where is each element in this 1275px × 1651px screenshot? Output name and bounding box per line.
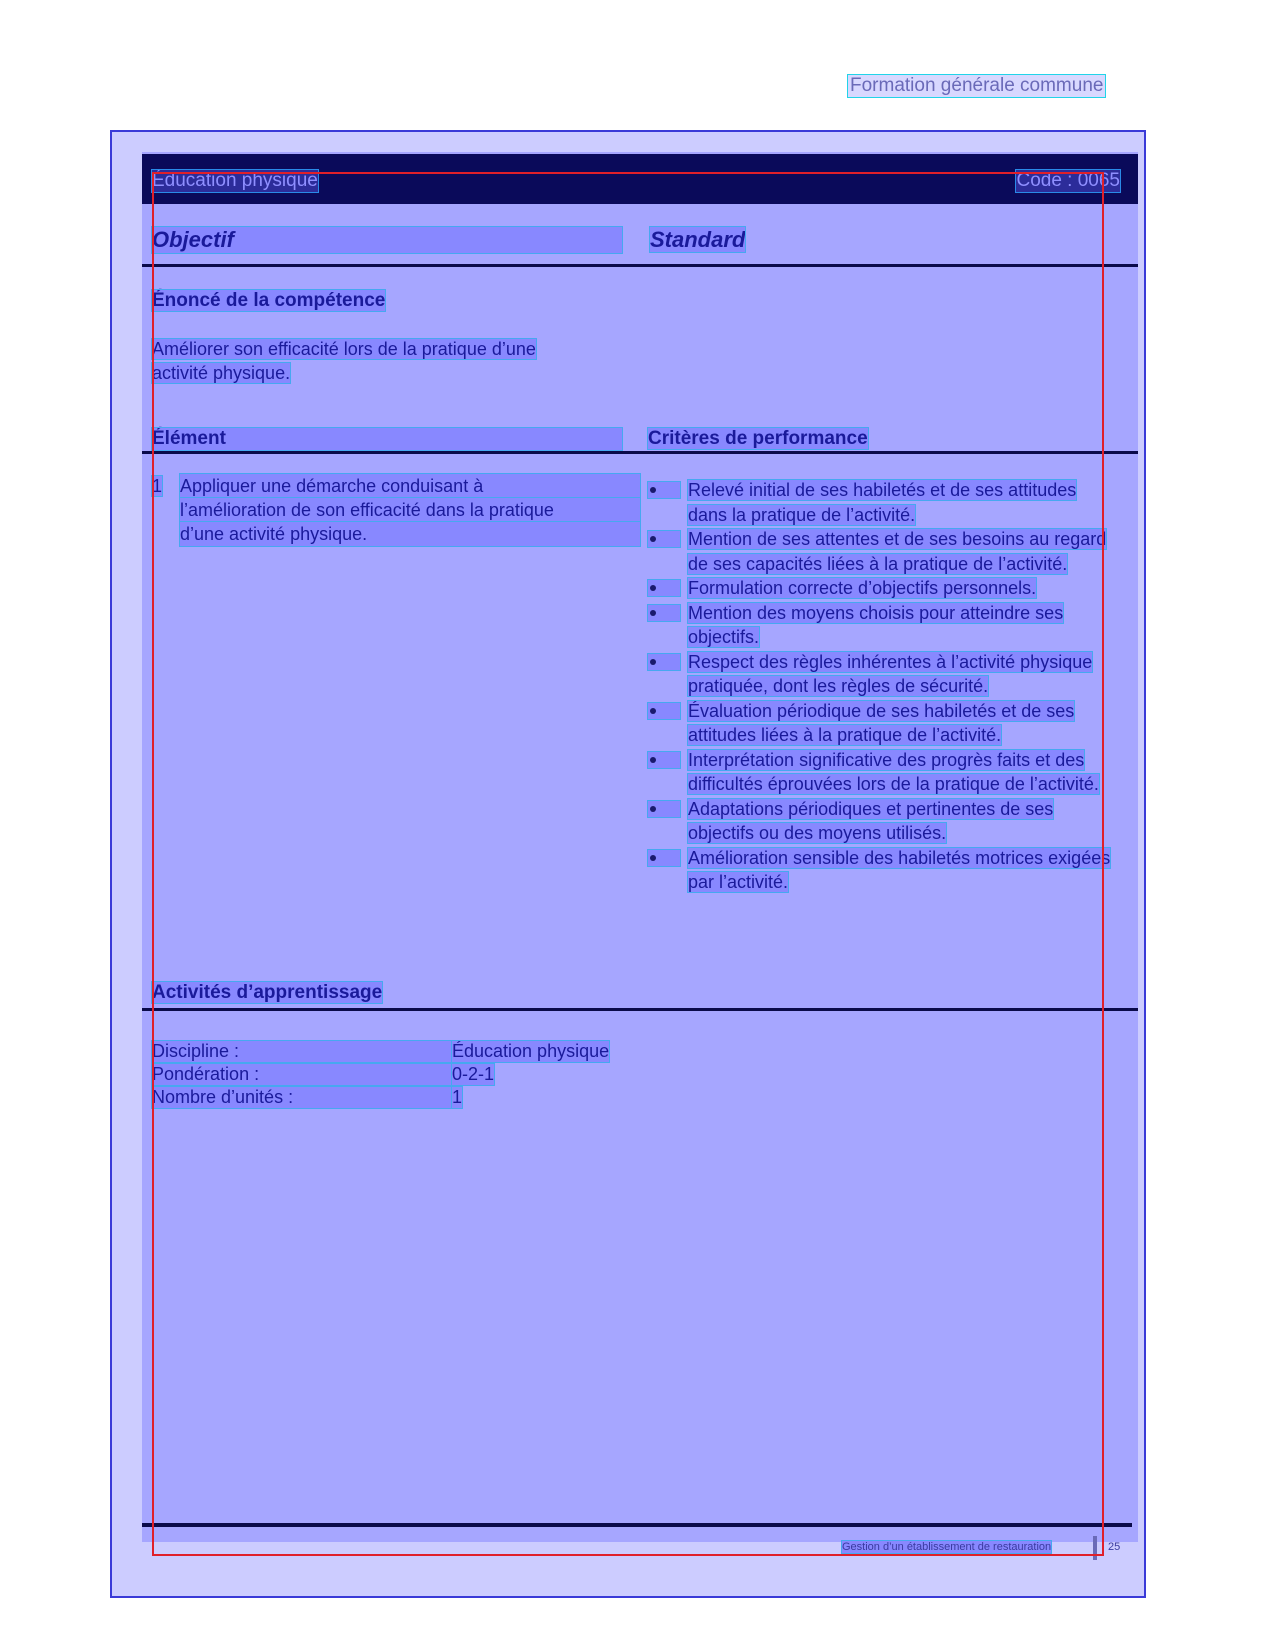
list-item: Évaluation périodique de ses habiletés et de ses attitudes liées à la pratique de l’activité. [648, 699, 1118, 748]
bullet-icon [648, 654, 680, 670]
footer-divider [142, 1523, 1132, 1527]
competence-heading: Énoncé de la compétence [152, 290, 386, 311]
units-label: Nombre d’unités : [152, 1087, 452, 1108]
course-code: Code : 0065 [1016, 170, 1120, 191]
ponderation-label: Pondération : [152, 1064, 452, 1085]
bullet-icon [648, 531, 680, 547]
list-item: Relevé initial de ses habiletés et de ses attitudes dans la pratique de l’activité. [648, 478, 1118, 527]
page-number: 25 [1108, 1541, 1121, 1553]
list-item: Amélioration sensible des habiletés motrices exigées par l’activité. [648, 846, 1118, 895]
list-item: Mention des moyens choisis pour atteindre ses objectifs. [648, 601, 1118, 650]
footer-text: Gestion d’un établissement de restauration [842, 1541, 1052, 1553]
bullet-icon [648, 605, 680, 621]
criteria-heading: Critères de performance [648, 428, 868, 449]
bullet-icon [648, 801, 680, 817]
column-heading-objective: Objectif [152, 227, 622, 253]
divider [142, 264, 1138, 267]
column-heading-standard: Standard [650, 227, 746, 252]
discipline-value: Éducation physique [452, 1041, 610, 1061]
discipline-row [152, 1041, 609, 1062]
list-item: Adaptations périodiques et pertinentes de ses objectifs ou des moyens utilisés. [648, 797, 1118, 846]
units-value: 1 [452, 1087, 463, 1107]
bullet-icon [648, 482, 680, 498]
element-number: 1 [152, 476, 163, 496]
running-header: Formation générale commune [850, 75, 1104, 96]
course-title: Éducation physique [152, 170, 318, 191]
bullet-icon [648, 703, 680, 719]
bullet-icon [648, 752, 680, 768]
divider [142, 451, 1138, 454]
bullet-icon [648, 580, 680, 596]
units-row [152, 1087, 462, 1108]
discipline-label: Discipline : [152, 1041, 452, 1062]
ponderation-row [152, 1064, 494, 1085]
list-item: Respect des règles inhérentes à l’activité physique pratiquée, dont les règles de sécurité. [648, 650, 1118, 699]
criteria-list [648, 478, 1118, 895]
bullet-icon [648, 850, 680, 866]
list-item: Interprétation significative des progrès faits et des difficultés éprouvées lors de la pratique de l’activité. [648, 748, 1118, 797]
ponderation-value: 0-2-1 [452, 1064, 495, 1084]
course-banner [142, 154, 1138, 204]
learning-heading: Activités d’apprentissage [152, 982, 383, 1003]
list-item: Formulation correcte d’objectifs personnels. [648, 576, 1118, 601]
competence-statement: Améliorer son efficacité lors de la pratique d’une activité physique. [152, 339, 536, 383]
list-item: Mention de ses attentes et de ses besoins au regard de ses capacités liées à la pratique de l’activité. [648, 527, 1118, 576]
element-heading: Élément [152, 428, 622, 450]
divider [142, 1008, 1138, 1011]
footer-separator [1093, 1536, 1097, 1560]
element-text: Appliquer une démarche conduisant à l’amélioration de son efficacité dans la pratique d’une activité physique. [180, 474, 650, 546]
